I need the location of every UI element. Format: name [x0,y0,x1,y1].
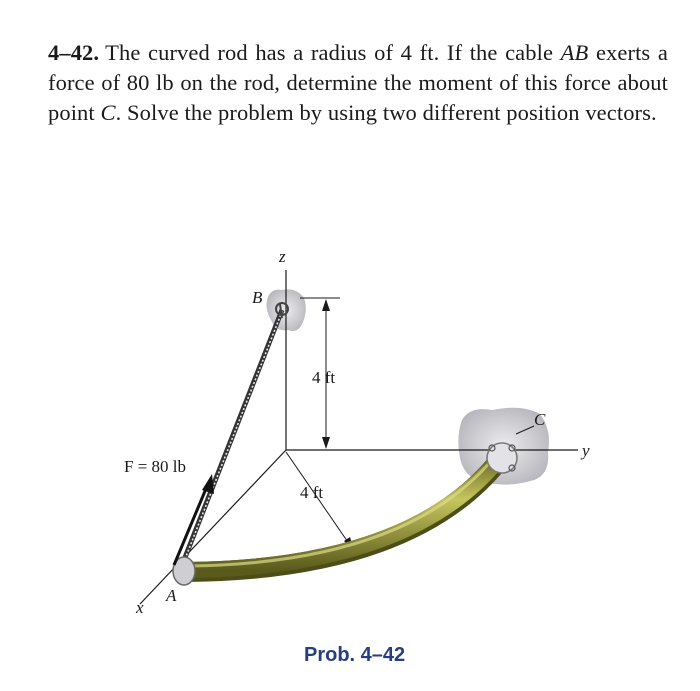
problem-text-part-1: The curved rod has a radius of 4 ft. If the cable [105,40,561,65]
problem-number: 4–42. [48,40,100,65]
bracket-ring-c [487,443,517,473]
axis-label-x: x [136,598,144,617]
force-label: F = 80 lb [124,457,187,476]
point-label-b: B [252,288,263,307]
axis-label-y: y [582,441,590,460]
dimension-label-radius: 4 ft [300,483,324,502]
problem-text-part-2: exerts a force of 80 lb on the rod, determine the moment of this force about point [48,40,668,125]
cable-label-ab: AB [560,40,589,65]
force-arrow-shaft [174,484,208,565]
point-label-c: C [100,100,116,125]
dimension-arrow-bottom [322,437,330,449]
point-label-c-figure: C [534,410,546,429]
dimension-arrow-top [322,299,330,311]
problem-text-part-3: . Solve the problem by using two different position vectors. [115,100,657,125]
axis-label-z: z [279,247,286,266]
figure-caption: Prob. 4–42 [304,644,406,666]
point-label-a: A [166,586,177,605]
dimension-label-vertical: 4 ft [312,368,336,387]
